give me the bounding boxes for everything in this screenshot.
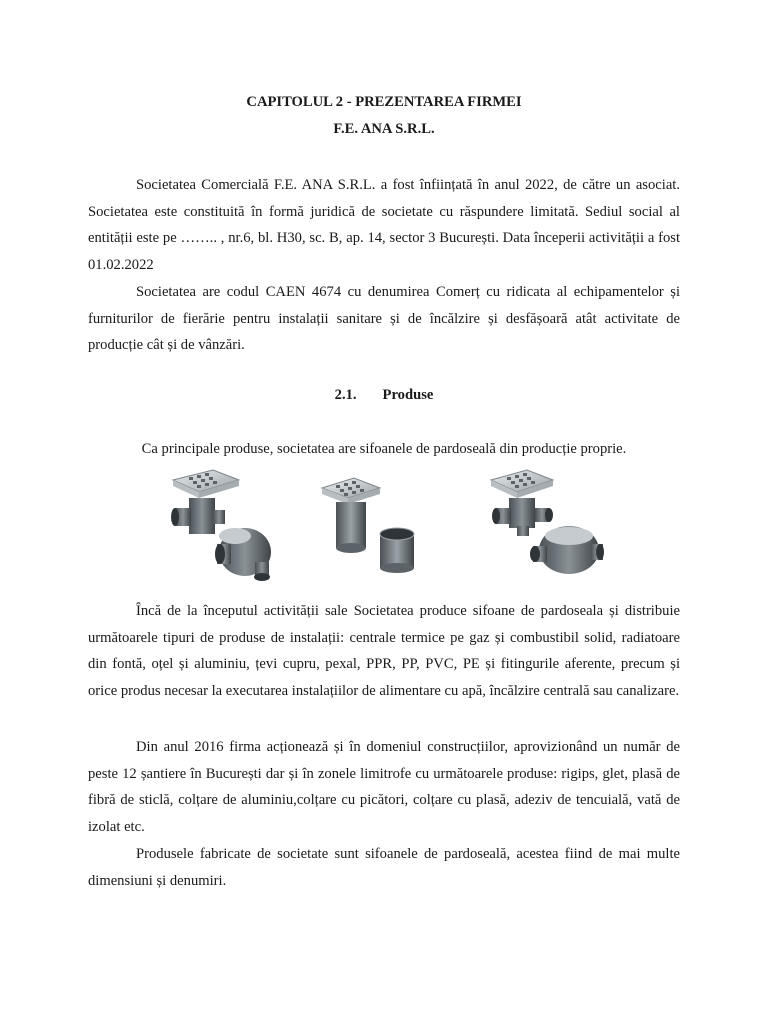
products-paragraph-2-text: Din anul 2016 firma acționează și în domeniul construcțiilor, aprovizionând un număr de peste 12 șantiere în București dar și în zonele limitrofe cu următoarele produse: rigips, glet, plasă de fibră de sticlă, colțare de aluminiu,colțare cu picători, colțare cu plasă, adeziv de tencuială, vată de izolat etc. [88,739,680,835]
intro-paragraph-2 [88,279,680,359]
intro-paragraph-1 [88,172,680,278]
section-heading [0,387,768,404]
intro-paragraph-1-text: Societatea Comercială F.E. ANA S.R.L. a fost înființată în anul 2022, de către un asociat. Societatea este constituită în formă juridică de societate cu răspundere limitată. Sediul social al entității este pe …….. , nr.6, bl. H30, sc. B, ap. 14, sector 3 București. Data începerii activității a fost 01.02.2022 [88,177,680,273]
floor-siphon-image-1 [165,466,277,584]
products-paragraph-3 [88,841,680,894]
section-title: Produse [382,387,434,403]
intro-paragraph-2-text: Societatea are codul CAEN 4674 cu denumirea Comerț cu ridicata al echipamentelor și furniturilor de fierărie pentru instalații sanitare și de încălzire și desfășoară atât activitate de producție cât și de vânzări. [88,284,680,354]
products-paragraph-1 [88,598,680,704]
products-paragraph-1-text: Încă de la începutul activității sale Societatea produce sifoane de pardoseala și distribuie următoarele tipuri de produse de instalații: centrale termice pe gaz și combustibil solid, radiatoare din fontă, oțel și aluminiu, țevi cupru, pexal, PPR, PP, PVC, PE și fitingurile aferente, precum și orice produs necesar la executarea instalațiilor de alimentare cu apă, încălzire centrală sau canalizare. [88,603,680,699]
company-title: F.E. ANA S.R.L. [333,121,435,137]
products-paragraph-3-text: Produsele fabricate de societate sunt sifoanele de pardoseală, acestea fiind de mai multe dimensiuni și denumiri. [88,846,680,889]
floor-siphon-image-3 [487,466,605,582]
floor-siphon-image-2 [318,474,418,574]
products-paragraph-2 [88,734,680,840]
section-number: 2.1. [334,387,357,403]
section-intro: Ca principale produse, societatea are sifoanele de pardoseală din producție proprie. [141,441,627,457]
chapter-title: CAPITOLUL 2 - PREZENTAREA FIRMEI [246,94,522,110]
